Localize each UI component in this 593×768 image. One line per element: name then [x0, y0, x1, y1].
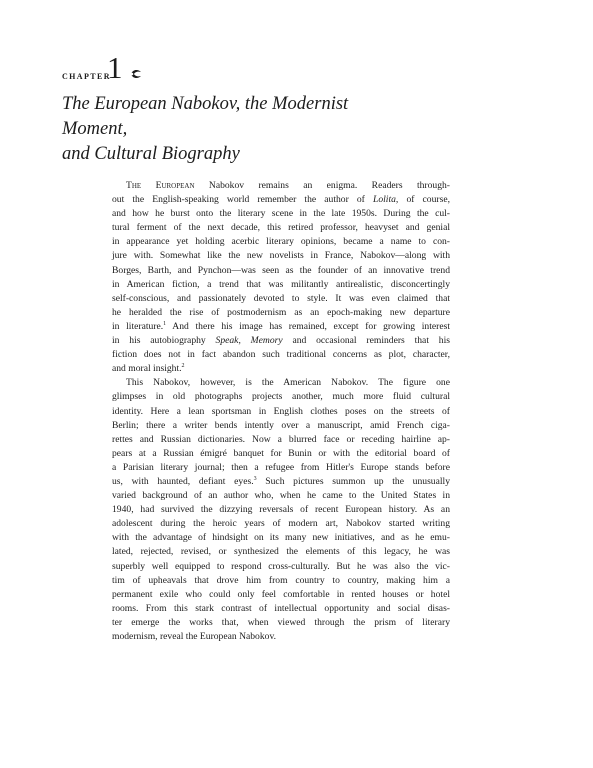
text-run: superbly well equipped to respond cross-culturally. But he was also the vic- — [112, 560, 450, 572]
italic-title: Lolita, — [373, 194, 399, 206]
chapter-number: 1 — [107, 50, 123, 85]
text-run: self-conscious, and passionately devoted to style. It was even claimed that — [112, 292, 450, 304]
text-run: a Parisian literary journal; then a refugee from Hitler's Europe stands before — [112, 461, 450, 473]
italic-title: Speak, Memory — [215, 335, 283, 347]
small-caps-opening: The European — [126, 180, 195, 191]
text-line — [112, 545, 450, 559]
footnote-ref: 3 — [253, 475, 257, 482]
text-line — [112, 447, 450, 461]
text-run: fiction does not in fact abandon such traditional concerns as plot, character, — [112, 349, 450, 361]
text-run: ter emerge the works that, when viewed through the prism of literary — [112, 616, 450, 628]
paragraph — [112, 179, 450, 376]
text-run: pears at a Russian émigré banquet for Bunin or with the editorial board of — [112, 447, 450, 459]
text-run: in literature. — [112, 320, 164, 332]
text-line — [112, 376, 450, 390]
text-line — [112, 207, 450, 221]
text-run: with the advantage of hindsight on its many new initiatives, and as he emu- — [112, 532, 450, 544]
text-line — [112, 292, 450, 306]
chapter-title-line-2: and Cultural Biography — [62, 144, 240, 164]
text-line — [112, 531, 450, 545]
text-line — [112, 461, 450, 475]
text-line — [112, 503, 450, 517]
text-run: Berlin; there a writer bends intently over a manuscript, amid French ciga- — [112, 419, 450, 431]
text-run: and how he burst onto the literary scene in the late 1950s. During the cul- — [112, 208, 450, 220]
paragraph — [112, 376, 450, 644]
text-run: glimpses in old photographs projects another, much more fluid cultural — [112, 391, 450, 403]
text-run: us, with haunted, defiant eyes. — [112, 475, 254, 487]
text-run: jure with. Somewhat like the new novelists in France, Nabokov—along with — [112, 250, 450, 262]
text-run: And there his image has remained, except for growing interest — [166, 320, 450, 332]
text-line — [112, 320, 450, 334]
text-run: identity. Here a lean sportsman in English clothes poses on the streets of — [112, 405, 450, 417]
text-run: and moral insight. — [112, 363, 182, 375]
text-run: Such pictures summon up the unusually — [256, 475, 450, 487]
text-line — [112, 334, 450, 348]
text-run: rooms. From this stark contrast of intellectual opportunity and social disas- — [112, 602, 450, 614]
text-line — [112, 179, 450, 193]
text-line — [112, 560, 450, 574]
text-line — [112, 616, 450, 630]
text-line — [112, 588, 450, 602]
text-line — [112, 235, 450, 249]
fleuron-icon — [129, 68, 143, 80]
text-line — [112, 489, 450, 503]
text-line — [112, 278, 450, 292]
text-run: modernism, reveal the European Nabokov. — [112, 631, 277, 642]
chapter-title-line-1: The European Nabokov, the Modernist Moment, — [62, 94, 349, 139]
text-run: adolescent during the heroic years of modern art, Nabokov started writing — [112, 518, 450, 530]
text-run: permanent exile who could only feel comfortable in rented houses or hotel — [112, 588, 450, 600]
text-run: This Nabokov, however, is the American Nabokov. The figure one — [126, 377, 450, 389]
text-line — [112, 574, 450, 588]
chapter-title — [62, 92, 402, 167]
text-line — [112, 348, 450, 362]
text-line — [112, 630, 450, 644]
text-line — [112, 602, 450, 616]
text-run: tural ferment of the next decade, this retired professor, heavyset and genial — [112, 222, 450, 234]
text-run: in his autobiography — [112, 335, 216, 347]
text-run: in appearance yet holding acerbic literary opinions, became a name to con- — [112, 236, 450, 248]
body-text — [112, 179, 450, 644]
text-line — [112, 433, 450, 447]
text-line — [112, 475, 450, 489]
text-line — [112, 306, 450, 320]
footnote-ref: 2 — [181, 363, 185, 370]
text-run: rettes and Russian dictionaries. Now a blurred face or receding hairline ap- — [112, 433, 450, 445]
text-line — [112, 390, 450, 404]
text-line — [112, 419, 450, 433]
text-line — [112, 362, 450, 376]
text-run: tim of upheavals that drove him from country to country, making him a — [112, 574, 450, 586]
chapter-label: CHAPTER — [62, 72, 111, 81]
text-run: 1940, had survived the dizzying reversals of recent European history. As an — [112, 504, 450, 516]
text-run: out the English-speaking world remember the author of — [112, 194, 373, 206]
footnote-ref: 1 — [163, 320, 167, 327]
text-run: of course, — [398, 194, 450, 206]
text-line — [112, 193, 450, 207]
text-run: Borges, Barth, and Pynchon—was seen as the founder of an innovative trend — [112, 264, 450, 276]
text-run: varied background of an author who, when he came to the United States in — [112, 490, 450, 502]
text-run: and occasional reminders that his — [282, 335, 450, 347]
text-run: Nabokov remains an enigma. Readers through- — [194, 180, 450, 191]
text-run: in American fiction, a trend that was militantly antirealistic, disconcertingly — [112, 278, 450, 290]
text-run: lated, rejected, revised, or synthesized the elements of this legacy, he was — [112, 546, 450, 558]
text-line — [112, 221, 450, 235]
text-line — [112, 264, 450, 278]
text-line — [112, 249, 450, 263]
text-line — [112, 517, 450, 531]
text-run: he heralded the rise of postmodernism as an epoch-making new departure — [112, 306, 450, 318]
text-line — [112, 405, 450, 419]
